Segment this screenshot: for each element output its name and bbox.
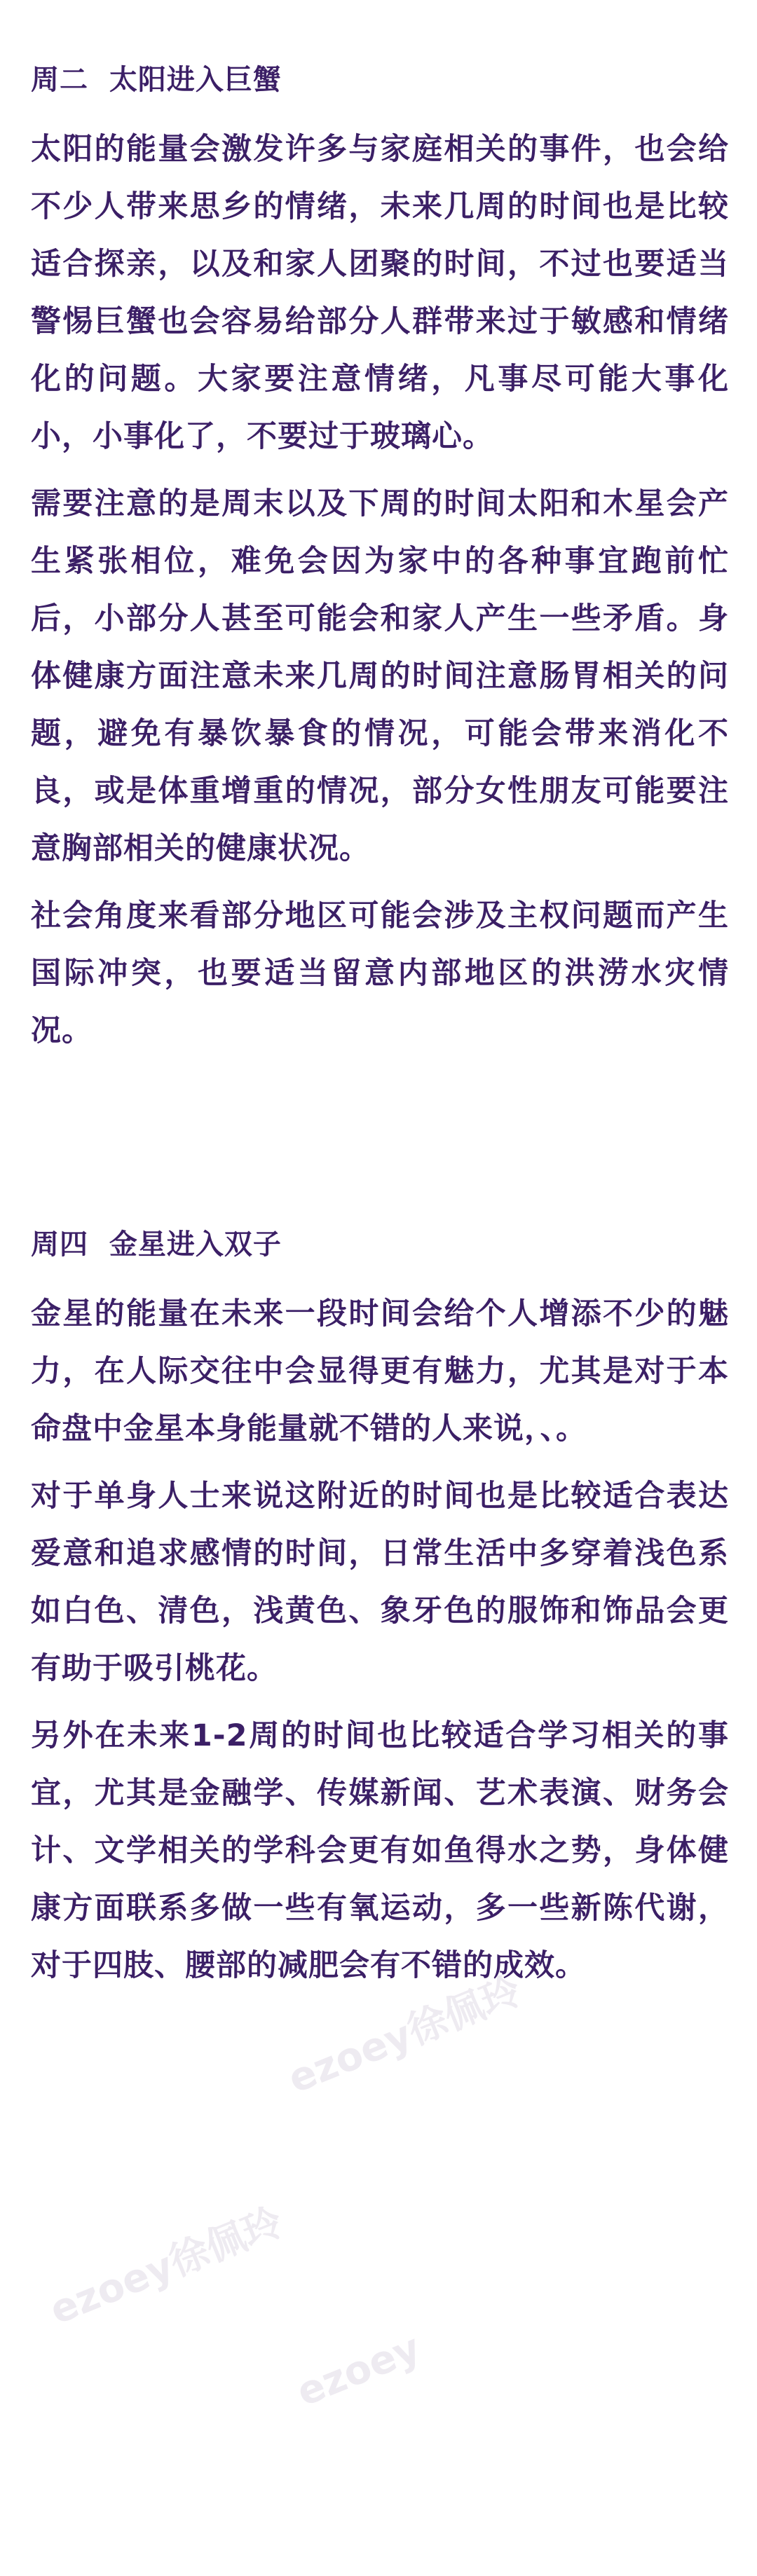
paragraph: 社会角度来看部分地区可能会涉及主权问题而产生国际冲突，也要适当留意内部地区的洪涝水灾情况。 xyxy=(31,898,729,1048)
paragraph: 金星的能量在未来一段时间会给个人增添不少的魅力，在人际交往中会显得更有魅力，尤其是对于本命盘中金星本身能量就不错的人来说，、。 xyxy=(31,1296,729,1446)
section-venus-in-gemini xyxy=(31,1222,729,1994)
section-heading: 周四 金星进入双子 xyxy=(31,1228,282,1261)
watermark: ezoey xyxy=(290,2324,428,2416)
paragraph: 另外在未来1-2周的时间也比较适合学习相关的事宜，尤其是金融学、传媒新闻、艺术表演、财务会计、文学相关的学科会更有如鱼得水之势，身体健康方面联系多做一些有氧运动，多一些新陈代谢，对于四肢、腰部的减肥会有不错的成效。 xyxy=(31,1718,729,1983)
watermark: ezoey徐佩玲 xyxy=(43,2199,289,2334)
paragraph: 太阳的能量会激发许多与家庭相关的事件，也会给不少人带来思乡的情绪，未来几周的时间也是比较适合探亲，以及和家人团聚的时间，不过也要适当警惕巨蟹也会容易给部分人群带来过于敏感和情绪化的问题。大家要注意情绪，凡事尽可能大事化小，小事化了，不要过于玻璃心。 xyxy=(31,132,729,454)
paragraph: 对于单身人士来说这附近的时间也是比较适合表达爱意和追求感情的时间，日常生活中多穿着浅色系如白色、清色，浅黄色、象牙色的服饰和饰品会更有助于吸引桃花。 xyxy=(31,1479,729,1686)
section-heading: 周二 太阳进入巨蟹 xyxy=(31,64,282,96)
watermark: ezoey徐佩玲 xyxy=(282,1968,528,2103)
section-sun-in-cancer xyxy=(31,57,729,1060)
paragraph: 需要注意的是周末以及下周的时间太阳和木星会产生紧张相位，难免会因为家中的各种事宜跑前忙后，小部分人甚至可能会和家人产生一些矛盾。身体健康方面注意未来几周的时间注意肠胃相关的问题，避免有暴饮暴食的情况，可能会带来消化不良，或是体重增重的情况，部分女性朋友可能要注意胸部相关的健康状况。 xyxy=(31,486,729,866)
